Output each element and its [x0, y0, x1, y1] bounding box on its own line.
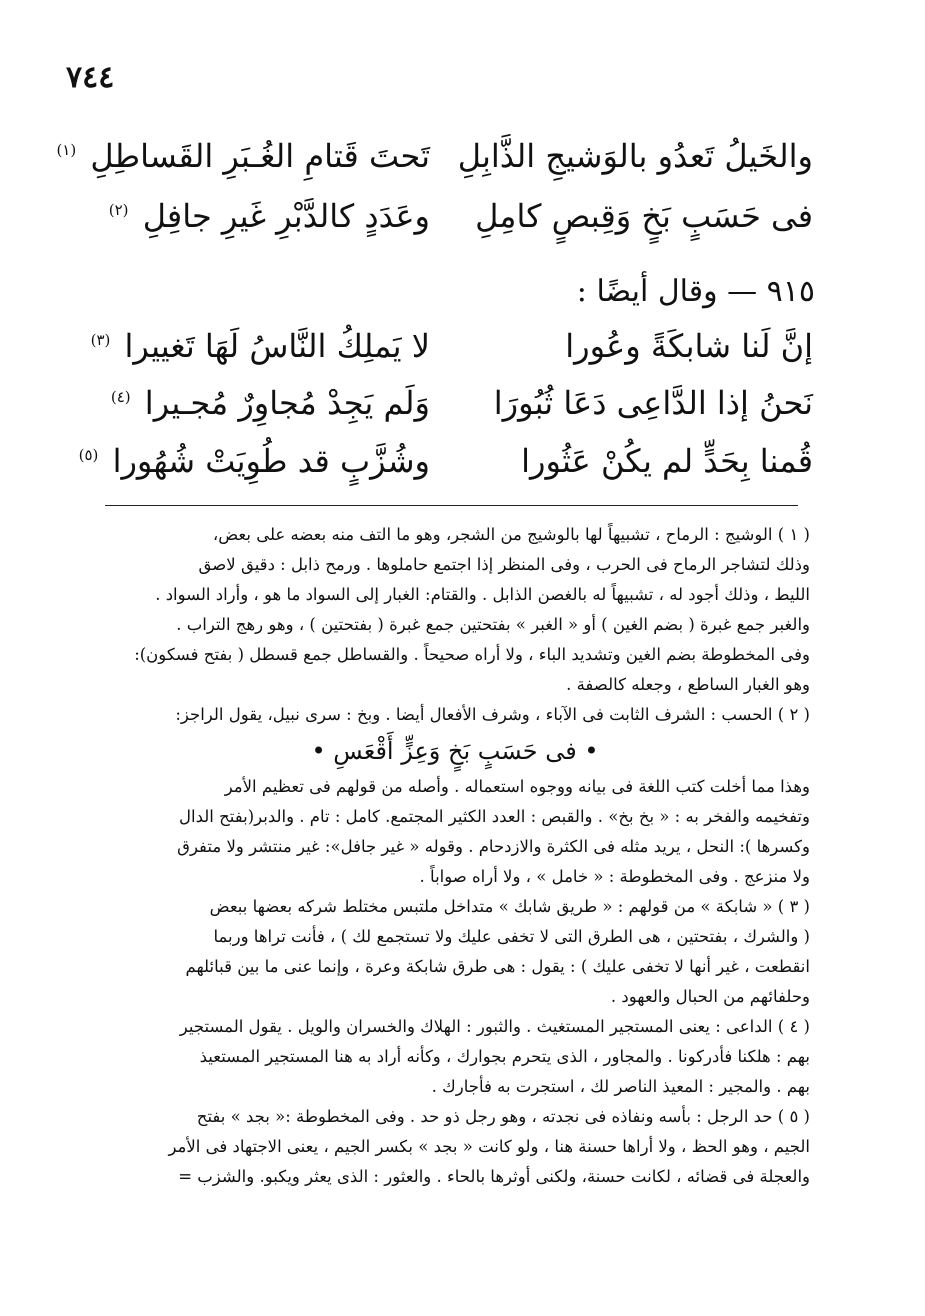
- verse-text: إنَّ لَنا شابكَةً وعُورا: [565, 327, 813, 365]
- note-line: ولا منزعج . وفى المخطوطة : « خامل » ، ولا أراه صواباً .: [419, 867, 810, 886]
- verse-1-left: [56, 137, 430, 175]
- note-line: الليط ، وذلك أجود له ، تشبيهاً له بالغصن الذابل . والقتام: الغبار إلى السواد ما هو ، وأراد السواد .: [155, 585, 810, 604]
- note-line: بهم : هلكنا فأدركونا . والمجاور ، الذى يتحرم بجوارك ، وكأنه أراد به هنا المستجير المستعيذ: [199, 1047, 810, 1066]
- note-line: والغبر جمع غبرة ( بضم الغين ) أو « الغبر » بفتحتين جمع غبرة ( بفتحتين ) ، وهو رهج التراب .: [176, 615, 810, 634]
- footnote-ref: (٢): [108, 201, 129, 220]
- footnote-divider: [105, 505, 798, 506]
- verse-4-left: [110, 384, 430, 422]
- verse-text: وشُزَّبٍ قد طُوِيَتْ شُهُورا: [112, 442, 430, 480]
- verse-text: قُمنا بِحَدٍّ لم يكُنْ عَثُورا: [521, 442, 813, 480]
- note-line: وحلفائهم من الحبال والعهود .: [610, 987, 810, 1006]
- note-line: ( ٤ ) الداعى : يعنى المستجير المستغيث . والثبور : الهلاك والخسران والويل . يقول المستجير: [179, 1017, 810, 1036]
- note-line: وكسرها ): النحل ، يريد مثله فى الكثرة والازدحام . وقوله « غير جافل»: غير منتشر ولا متفرق: [177, 837, 810, 856]
- verse-2-left: [108, 197, 430, 235]
- verse-text: وَلَم يَجِدْ مُجاوِرٌ مُجـيرا: [144, 384, 430, 422]
- note-line: وتفخيمه والفخر به : « بخ بخ» . والقبص : العدد الكثير المجتمع. كامل : تام . والدبر(بفتح الدال: [179, 807, 810, 826]
- footnotes: [100, 520, 810, 1192]
- verse-3-right: [565, 327, 813, 365]
- verse-text: تَحتَ قَتامِ الغُـبَرِ القَساطِلِ: [90, 137, 430, 175]
- note-line: ( ٢ ) الحسب : الشرف الثابت فى الآباء ، وشرف الأفعال أيضا . وبخ : سرى نبيل، يقول الراجز:: [175, 705, 810, 724]
- verse-text: فى حَسَبٍ بَخٍ وَقِبصٍ كامِلِ: [475, 197, 813, 235]
- verse-text: نَحنُ إذا الدَّاعِى دَعَا ثُبُورَا: [493, 384, 813, 422]
- footnote-ref: (٥): [78, 446, 99, 465]
- note-line: والعجلة فى قضائه ، لكانت حسنة، ولكنى أوثرها بالحاء . والعثور : الذى يعثر ويكبو. والشزب =: [178, 1167, 810, 1186]
- verse-4-right: [493, 384, 813, 422]
- poem-heading: ٩١٥ — وقال أيضًا :: [576, 274, 815, 309]
- page-number: ٧٤٤: [66, 60, 115, 95]
- verse-text: والخَيلُ تَعدُو بالوَشيجِ الذَّابِلِ: [457, 137, 813, 175]
- note-line: ( ٣ ) « شابكة » من قولهم : « طريق شابك » متداخل ملتبس مختلط شركه بعضها ببعض: [209, 897, 810, 916]
- note-line: بهم . والمجير : المعيذ الناصر لك ، استجرت به فأجارك .: [431, 1077, 810, 1096]
- note-line: ( ٥ ) حد الرجل : بأسه ونفاذه فى نجدته ، وهو رجل ذو حد . وفى المخطوطة :« بجد » بفتح: [196, 1107, 810, 1126]
- note-line: الجيم ، وهو الحظ ، ولا أراها حسنة هنا ، ولو كانت « بجد » بكسر الجيم ، يعنى الاجتهاد فى الأمر: [168, 1137, 810, 1156]
- verse-3-left: [90, 327, 430, 365]
- footnote-ref: (١): [56, 141, 77, 160]
- verse-1-right: [457, 137, 813, 175]
- verse-text: وعَدَدٍ كالدَّبْرِ غَيرِ جافِلِ: [142, 197, 430, 235]
- verse-5-right: [521, 442, 813, 480]
- footnote-ref: (٣): [90, 331, 111, 350]
- quoted-verse: • فى حَسَبٍ بَخٍ وَعِزٍّ أَقْعَسِ •: [311, 737, 599, 765]
- note-line: وهو الغبار الساطع ، وجعله كالصفة .: [566, 675, 810, 694]
- verse-text: لا يَملِكُ النَّاسُ لَهَا تَغييرا: [124, 327, 430, 365]
- note-line: انقطعت ، غير أنها لا تخفى عليك ) : يقول : هى طرق شابكة وعرة ، وإنما عنى ما بين قبائلهم: [185, 957, 810, 976]
- note-line: وفى المخطوطة بضم الغين وتشديد الباء ، ولا أراه صحيحاً . والقساطل جمع قسطل ( بفتح فسكون):: [134, 645, 810, 664]
- note-line: ( ١ ) الوشيج : الرماح ، تشبيهاً لها بالوشيج من الشجر، وهو ما التف منه بعضه على بعض،: [212, 525, 810, 544]
- note-line: ( والشرك ، بفتحتين ، هى الطرق التى لا تخفى عليك ولا تستجمع لك ) ، فأنت تراها وربما: [213, 927, 810, 946]
- note-line: وهذا مما أخلت كتب اللغة فى بيانه ووجوه استعماله . وأصله من قولهم فى تعظيم الأمر: [224, 777, 810, 796]
- footnote-ref: (٤): [110, 388, 131, 407]
- verse-2-right: [475, 197, 813, 235]
- note-line: وذلك لتشاجر الرماح فى الحرب ، وفى المنظر إذا اجتمع حاملوها . ورمح ذابل : دقيق لاصق: [198, 555, 810, 574]
- verse-5-left: [78, 442, 430, 480]
